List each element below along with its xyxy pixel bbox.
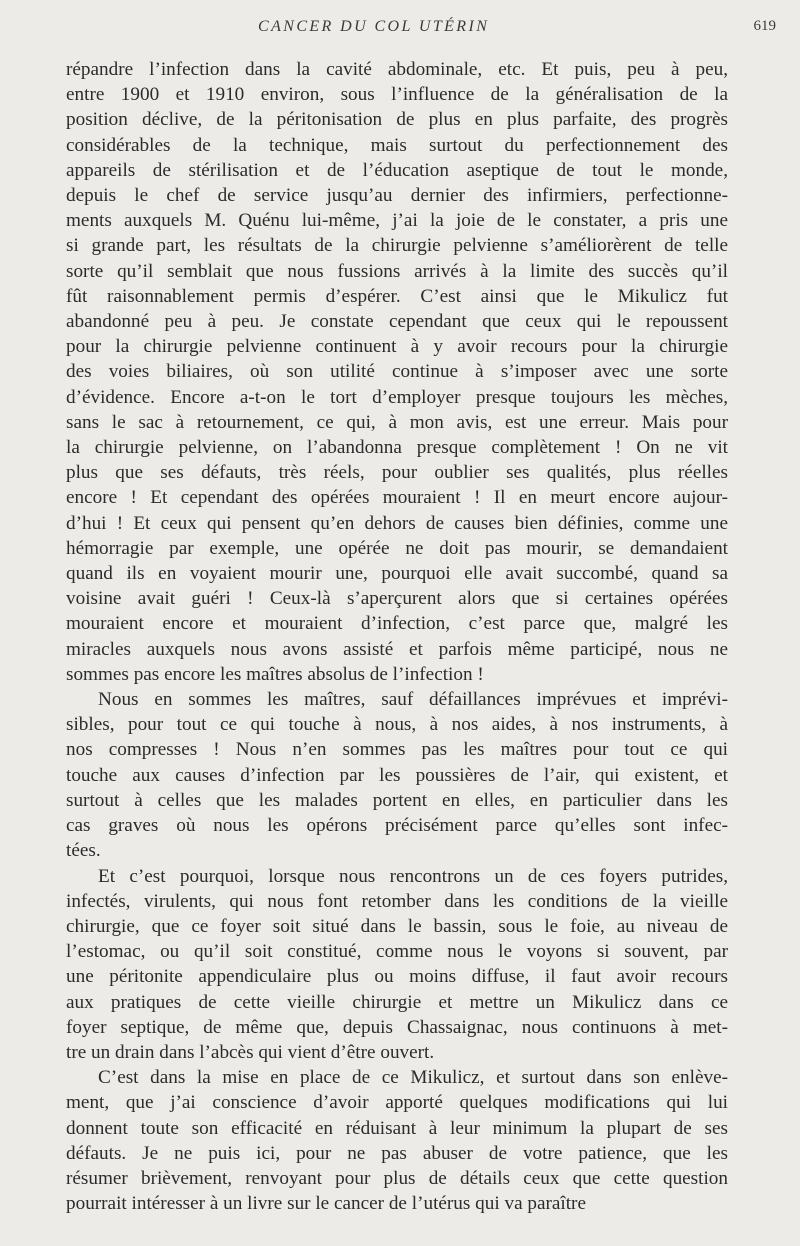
text-line: sans le sac à retournement, ce qui, à mon avis, est une erreur. Mais pour bbox=[66, 411, 728, 433]
text-line: appareils de stérilisation et de l’éducation aseptique de tout le monde, bbox=[66, 159, 728, 181]
text-line: touche aux causes d’infection par les poussières de l’air, qui existent, et bbox=[66, 764, 728, 786]
text-line: l’estomac, ou qu’il soit constitué, comme nous le voyons si souvent, par bbox=[66, 941, 728, 963]
text-line: C’est dans la mise en place de ce Mikulicz, et surtout dans son enlève- bbox=[98, 1067, 728, 1089]
text-line: considérables de la technique, mais surtout du perfectionnement des bbox=[66, 134, 728, 156]
text-line: surtout à celles que les malades portent en elles, en particulier dans les bbox=[66, 789, 728, 811]
text-line: Nous en sommes les maîtres, sauf défaillances imprévues et imprévi- bbox=[98, 689, 728, 711]
text-line: d’évidence. Encore a-t-on le tort d’employer presque toujours les mèches, bbox=[66, 386, 728, 408]
text-line: aux pratiques de cette vieille chirurgie et mettre un Mikulicz dans ce bbox=[66, 991, 728, 1013]
text-line: ment, que j’ai conscience d’avoir apporté quelques modifications qui lui bbox=[66, 1092, 728, 1114]
running-head bbox=[0, 18, 800, 42]
text-line: nos compresses ! Nous n’en sommes pas les maîtres pour tout ce qui bbox=[66, 739, 728, 761]
text-line: hémorragie par exemple, une opérée ne doit pas mourir, se demandaient bbox=[66, 537, 728, 559]
text-line: sommes pas encore les maîtres absolus de l’infection ! bbox=[66, 663, 484, 685]
text-line: quand ils en voyaient mourir une, pourquoi elle avait succombé, quand sa bbox=[66, 563, 728, 585]
text-line: mouraient encore et mouraient d’infection, c’est parce que, malgré les bbox=[66, 613, 728, 635]
text-line: position déclive, de la péritonisation de plus en plus parfaite, des progrès bbox=[66, 109, 728, 131]
text-line: miracles auxquels nous avons assisté et parfois même participé, nous ne bbox=[66, 638, 728, 660]
page-number: 619 bbox=[753, 18, 776, 34]
text-line: si grande part, les résultats de la chirurgie pelvienne s’améliorèrent de telle bbox=[66, 235, 728, 257]
text-line: cas graves où nous les opérons précisément parce qu’elles sont infec- bbox=[66, 815, 728, 837]
text-line: infectés, virulents, qui nous font retomber dans les conditions de la vieille bbox=[66, 890, 728, 912]
text-line: entre 1900 et 1910 environ, sous l’influence de la généralisation de la bbox=[66, 84, 728, 106]
paragraph bbox=[66, 1065, 728, 1216]
text-line: encore ! Et cependant des opérées mouraient ! Il en meurt encore aujour- bbox=[66, 487, 728, 509]
text-line: foyer septique, de même que, depuis Chassaignac, nous continuons à met- bbox=[66, 1016, 728, 1038]
text-line: abandonné peu à peu. Je constate cependant que ceux qui le repoussent bbox=[66, 311, 728, 333]
paragraph bbox=[66, 864, 728, 1066]
text-line: répandre l’infection dans la cavité abdominale, etc. Et puis, peu à peu, bbox=[66, 59, 728, 80]
paragraph bbox=[66, 687, 728, 863]
text-line: résumer brièvement, renvoyant pour plus de détails ceux que cette question bbox=[66, 1167, 728, 1189]
text-line: tées. bbox=[66, 840, 101, 862]
text-line: pour la chirurgie pelvienne continuent à y avoir recours pour la chirurgie bbox=[66, 336, 728, 358]
text-line: des voies biliaires, où son utilité continue à s’imposer avec une sorte bbox=[66, 361, 728, 383]
text-line: tre un drain dans l’abcès qui vient d’être ouvert. bbox=[66, 1041, 435, 1063]
running-title: CANCER DU COL UTÉRIN bbox=[258, 18, 490, 35]
text-line: pourrait intéresser à un livre sur le cancer de l’utérus qui va paraître bbox=[66, 1193, 586, 1215]
text-line: plus que ses défauts, très réels, pour oublier ses qualités, plus réelles bbox=[66, 462, 728, 484]
text-line: sorte qu’il semblait que nous fussions arrivés à la limite des succès qu’il bbox=[66, 260, 728, 282]
text-line: d’hui ! Et ceux qui pensent qu’en dehors de causes bien définies, comme une bbox=[66, 512, 728, 534]
text-line: la chirurgie pelvienne, on l’abandonna presque complètement ! On ne vit bbox=[66, 437, 728, 459]
text-line: donnent toute son efficacité en réduisant à leur minimum la plupart de ses bbox=[66, 1117, 728, 1139]
text-line: une péritonite appendiculaire plus ou moins diffuse, il faut avoir recours bbox=[66, 966, 728, 988]
text-line: depuis le chef de service jusqu’au dernier des infirmiers, perfectionne- bbox=[66, 185, 728, 207]
text-line: voisine avait guéri ! Ceux-là s’aperçurent alors que si certaines opérées bbox=[66, 588, 728, 610]
text-line: fût raisonnablement permis d’espérer. C’est ainsi que le Mikulicz fut bbox=[66, 285, 728, 307]
text-line: Et c’est pourquoi, lorsque nous rencontrons un de ces foyers putrides, bbox=[98, 865, 728, 887]
text-line: défauts. Je ne puis ici, pour ne pas abuser de votre patience, que les bbox=[66, 1142, 728, 1164]
text-line: chirurgie, que ce foyer soit situé dans le bassin, sous le foie, au niveau de bbox=[66, 915, 728, 937]
body-text bbox=[66, 57, 728, 1216]
text-line: sibles, pour tout ce qui touche à nous, à nos aides, à nos instruments, à bbox=[66, 714, 728, 736]
text-line: ments auxquels M. Quénu lui-même, j’ai la joie de le constater, a pris une bbox=[66, 210, 728, 232]
paragraph bbox=[66, 57, 728, 687]
